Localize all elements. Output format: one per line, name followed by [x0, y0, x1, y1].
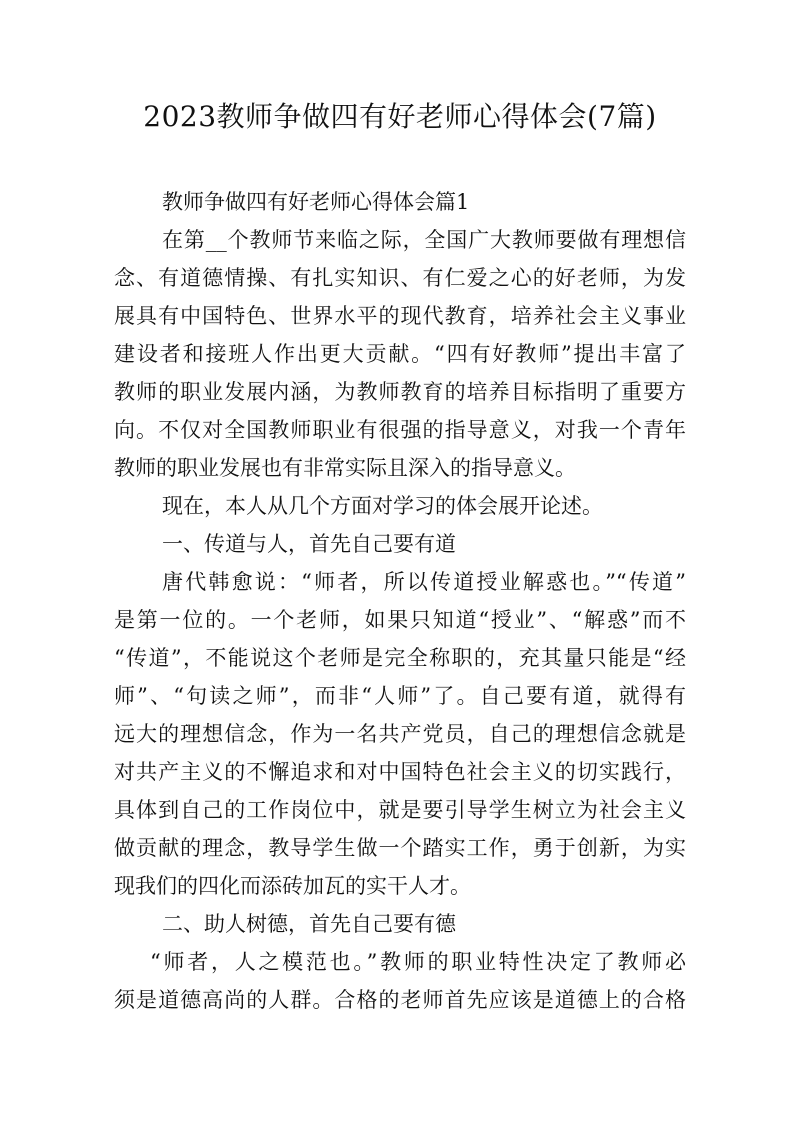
text-line: 展具有中国特色、世界水平的现代教育，培养社会主义事业 [114, 304, 686, 328]
text-line: 对共产主义的不懈追求和对中国特色社会主义的切实践行， [114, 760, 686, 784]
text-line: 教师的职业发展也有非常实际且深入的指导意义。 [114, 456, 576, 480]
text-line: 远大的理想信念，作为一名共产党员，自己的理想信念就是 [114, 722, 686, 746]
text-line: 建设者和接班人作出更大贡献。“四有好教师”提出丰富了 [114, 342, 686, 366]
text-line: 在第__个教师节来临之际，全国广大教师要做有理想信 [162, 228, 686, 252]
document-title: 2023教师争做四有好老师心得体会(7篇) [143, 100, 657, 133]
text-line: 做贡献的理念，教导学生做一个踏实工作，勇于创新，为实 [114, 836, 686, 860]
text-line: 念、有道德情操、有扎实知识、有仁爱之心的好老师，为发 [114, 266, 686, 290]
document-body [114, 183, 686, 1019]
text-line: 现我们的四化而添砖加瓦的实干人才。 [114, 874, 471, 898]
text-line: 二、助人树德，首先自己要有德 [162, 912, 456, 936]
text-line: 一、传道与人，首先自己要有道 [162, 532, 456, 556]
text-line: 向。不仅对全国教师职业有很强的指导意义，对我一个青年 [114, 418, 686, 442]
text-line: “师者，人之模范也。”教师的职业特性决定了教师必 [150, 950, 686, 974]
text-line: “传道”，不能说这个老师是完全称职的，充其量只能是“经 [114, 646, 686, 670]
text-line: 教师的职业发展内涵，为教师教育的培养目标指明了重要方 [114, 380, 686, 404]
text-line: 具体到自己的工作岗位中，就是要引导学生树立为社会主义 [114, 798, 686, 822]
text-line: 师”、“句读之师”，而非“人师”了。自己要有道，就得有 [114, 684, 686, 708]
text-line: 是第一位的。一个老师，如果只知道“授业”、“解惑”而不 [114, 608, 686, 632]
text-line: 唐代韩愈说：“师者，所以传道授业解惑也。”“传道” [162, 570, 686, 594]
text-line: 现在，本人从几个方面对学习的体会展开论述。 [162, 494, 603, 518]
text-line: 须是道德高尚的人群。合格的老师首先应该是道德上的合格 [114, 988, 686, 1012]
text-line: 教师争做四有好老师心得体会篇1 [162, 190, 470, 214]
